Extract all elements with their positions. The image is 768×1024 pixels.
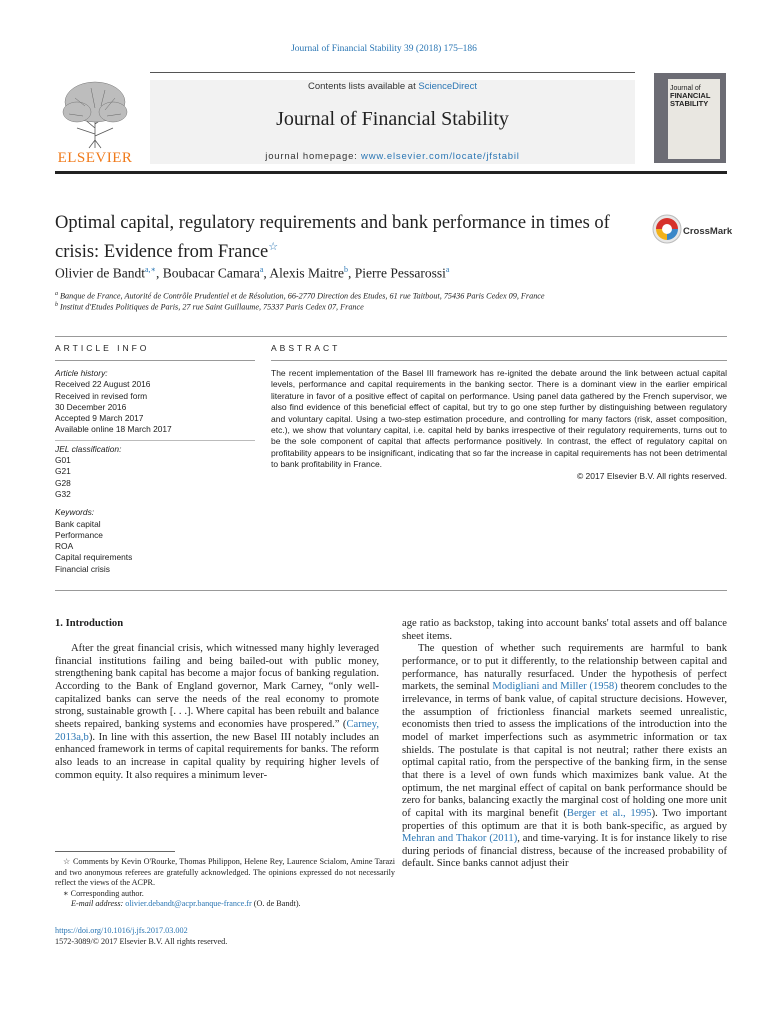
header-top-rule — [150, 72, 635, 73]
footnote-acknowledgement — [55, 857, 395, 889]
history-label: Article history: — [55, 368, 108, 378]
affil-a-mark: a — [55, 291, 58, 297]
text-run: ). Two important properties of this optimum are that it is both bank-specific, as argued by — [402, 807, 727, 832]
elsevier-tree-logo — [55, 78, 135, 150]
cover-inner — [668, 79, 720, 159]
citation-link[interactable]: Modigliani and Miller (1958) — [492, 681, 618, 693]
crossmark-icon[interactable] — [652, 214, 682, 244]
fn1-text: Comments by Kevin O'Rourke, Thomas Philippon, Helene Rey, Laurence Scialom, Amine Tarazi and two anonymous referees are gratefully acknowledged. The opinions expressed do not necessarily reflect the views of the ACPR. — [55, 857, 396, 887]
homepage-line — [150, 151, 635, 162]
issn-line: 1572-3089/© 2017 Elsevier B.V. All rights reserved. — [55, 936, 228, 946]
keyword: ROA — [55, 541, 74, 552]
homepage-prefix: journal homepage: — [265, 151, 362, 162]
contents-prefix: Contents lists available at — [308, 81, 419, 92]
affiliation-b — [55, 302, 735, 312]
text-run: theorem concludes to the irrelevance, in terms of bank value, of capital structure decisions. However, the assumption of frictionless financial markets seemed unrealistic, economists then tried to assess the implications of the introduction into the model of market imperfections such as asymmetric information or tax shields. The postulate is that capital is not neutral; rather there exists an optimal capital ratio, from the perspective of the banking firm, in the sense that there is a level of own funds which maximizes bank value. At the optimum, the net marginal effect of capital on bank performance should be zero for banks, balancing exactly the marginal cost of holding one more unit of capital with its marginal benefit ( — [402, 681, 727, 819]
paragraph: age ratio as backstop, taking into account banks' total assets and off balance sheet items. — [402, 618, 727, 642]
email-label: E-mail address: — [71, 899, 126, 908]
author-sup[interactable]: a — [259, 265, 264, 274]
keywords-label: Keywords: — [55, 507, 95, 518]
paragraph — [55, 643, 379, 782]
abstract-copyright: © 2017 Elsevier B.V. All rights reserved. — [576, 470, 727, 481]
paragraph — [402, 643, 727, 871]
homepage-link[interactable]: www.elsevier.com/locate/jfstabil — [361, 151, 520, 162]
journal-title: Journal of Financial Stability — [276, 108, 509, 130]
jel-code: G32 — [55, 488, 71, 499]
email-suffix: (O. de Bandt). — [251, 899, 301, 908]
author-sup[interactable]: b — [344, 265, 348, 274]
jel-code: G28 — [55, 477, 71, 488]
sciencedirect-link[interactable]: ScienceDirect — [418, 81, 477, 92]
email-link[interactable]: olivier.debandt@acpr.banque-france.fr — [125, 899, 252, 908]
footnote-corresponding — [55, 889, 395, 900]
header-bottom-rule — [55, 171, 727, 174]
citation-link[interactable]: Carney, 2013a,b — [55, 718, 379, 743]
author-sup[interactable]: a,∗ — [144, 265, 156, 274]
footnote-email — [55, 899, 395, 910]
jel-code: G21 — [55, 466, 71, 477]
info-rule — [55, 360, 255, 361]
left-column — [55, 643, 379, 782]
affil-a-text: Banque de France, Autorité de Contrôle Prudentiel et de Résolution, 66-2770 Direction des Etudes, 61 rue Taitbout, 75436 Paris Cedex 09, France — [60, 291, 545, 301]
abstract-body — [271, 368, 727, 482]
journal-reference[interactable]: Journal of Financial Stability 39 (2018) 175–186 — [291, 44, 477, 54]
author-sup[interactable]: a — [445, 265, 450, 274]
right-column — [402, 618, 727, 871]
abstract-rule — [271, 360, 727, 361]
history-item: Received in revised form — [55, 390, 148, 401]
contents-line — [150, 81, 635, 92]
cover-line2: FINANCIAL — [670, 91, 711, 100]
cover-line3: STABILITY — [670, 99, 709, 108]
author-name: Alexis Maitre — [269, 265, 344, 281]
fn1-mark: ☆ — [63, 857, 71, 866]
title-footnote-mark[interactable]: ☆ — [268, 241, 279, 253]
keyword: Financial crisis — [55, 563, 110, 574]
author-name: Boubacar Camara — [162, 265, 260, 281]
article-title — [55, 211, 635, 264]
info-divider — [55, 440, 255, 441]
author-name: Pierre Pessarossi — [354, 265, 446, 281]
history-item: Received 22 August 2016 — [55, 379, 151, 390]
text-run: After the great financial crisis, which witnessed many highly leveraged financial institutions failing and being bailed-out with public money, strengthening bank capital has become a major focus of banking regulation. According to the Bank of England governor, Mark Carney, “only well-capitalized banks can serve the needs of the real economy to promote strong, sustainable growth [. . .]. Where capital has been rebuilt and balance sheets repaired, banking systems and economies have prospered.” ( — [55, 643, 379, 730]
section-rule — [55, 336, 727, 337]
text-run: The question of whether such requirements are harmful to bank performance, or to put it differently, to the relationship between capital and performance, has naturally resurfaced. Under the hypothesis of perfect markets, the seminal — [402, 643, 727, 693]
text-run: , and time-varying. It is for instance likely to rise during periods of financial distress, because of the increased probability of default. Since banks cannot adjust their — [402, 833, 728, 870]
elsevier-wordmark: ELSEVIER — [57, 150, 133, 166]
keyword: Capital requirements — [55, 552, 133, 563]
text-run: ). In line with this assertion, the new Basel III notably includes an enhanced framework in terms of capital requirements for banks. The reform also leads to an increase in capital quality by requiring higher levels of common equity. It also requires a minimum lever- — [55, 731, 379, 781]
fn2-mark: ∗ — [63, 888, 69, 898]
section-heading-introduction: 1. Introduction — [55, 618, 124, 629]
doi-block — [55, 926, 227, 947]
history-item: 30 December 2016 — [55, 401, 127, 412]
abstract-text: The recent implementation of the Basel III framework has re-ignited the debate around the link between actual capital levels, performance and capital requirements in the banking sector. There is a dominant view in the earlier empirical literature in favor of a positive effect of capital on performance. Using panel data gathered by the French supervisor, we also find evidence of this beneficial effect of capital, but try to go one step further by distinguishing between regulatory and voluntary capital. Using a two-step estimation procedure, and controlling for many factors (risk, asset composition, etc.), we show that voluntary capital, i.e. capital held by banks irrespective of their regulatory requirements, turns out to be the sole component of capital that affects performance positively. In contrast, the effect of regulatory capital on profitability appears to be insignificant, indicating that so far the increase in capital requirements has not been detrimental to bank profitability in France. — [271, 368, 727, 470]
citation-link[interactable]: Berger et al., 1995 — [566, 807, 652, 819]
keyword: Bank capital — [55, 518, 101, 529]
journal-cover-image — [654, 73, 726, 163]
affil-b-text: Institut d'Etudes Politiques de Paris, 27 rue Saint Guillaume, 75337 Paris Cedex 07, France — [60, 302, 364, 312]
affiliation-a — [55, 291, 735, 301]
footnotes — [55, 857, 395, 910]
footnote-rule — [55, 851, 175, 852]
jel-code: G01 — [55, 455, 71, 466]
keyword: Performance — [55, 529, 103, 540]
abstract-heading: ABSTRACT — [271, 343, 341, 353]
article-title-text: Optimal capital, regulatory requirements and bank performance in times of crisis: Evidence from France — [55, 213, 610, 263]
cover-title — [670, 85, 718, 108]
author-list: Olivier de Bandt$^{a,∗}$, Boubacar Camara$^a$, Alexis Maitre$^b$, Pierre Pessarossi$^a$ — [55, 265, 450, 281]
abstract-bottom-rule — [55, 590, 727, 591]
author-name: Olivier de Bandt — [55, 265, 145, 281]
article-info — [55, 368, 255, 575]
jel-label: JEL classification: — [55, 443, 122, 454]
history-item: Available online 18 March 2017 — [55, 424, 172, 435]
cover-line1: Journal of — [670, 85, 701, 92]
history-item: Accepted 9 March 2017 — [55, 413, 144, 424]
article-info-heading: ARTICLE INFO — [55, 343, 150, 353]
fn2-text: Corresponding author. — [70, 888, 144, 898]
affil-b-mark: b — [55, 302, 58, 308]
doi-link[interactable]: https://doi.org/10.1016/j.jfs.2017.03.002 — [55, 926, 188, 935]
citation-link[interactable]: Mehran and Thakor (2011) — [402, 833, 518, 845]
crossmark-label[interactable]: CrossMark — [683, 226, 733, 237]
